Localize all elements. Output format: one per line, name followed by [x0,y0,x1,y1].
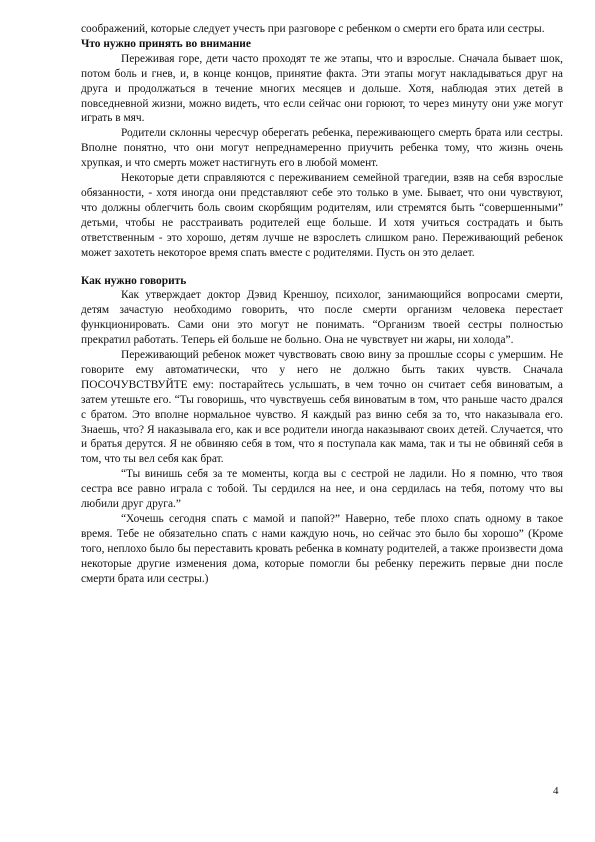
section-heading-considerations: Что нужно принять во внимание [81,37,251,50]
intro-fragment: соображений, которые следует учесть при разговоре с ребенком о смерти его брата или сестры. [81,23,545,35]
section-gap [81,261,563,274]
page-number: 4 [553,785,559,797]
paragraph: Некоторые дети справляются с переживанием семейной трагедии, взяв на себя взрослые обязанности, - хотя иногда они представляют себе это только в уме. Бывает, что они чувствуют, что должны облегчить боль своим скорбящим родителям, или стремятся быть “совершенными” детьми, чтобы не расстраивать родителей еще больше. И хотя учиться сострадать и быть ответственным - это хорошо, детям лучше не взрослеть слишком рано. Переживающий ребенок может захотеть некоторое время спать вместе с родителями. Пусть он это делает. [81,172,563,259]
section-heading-how-to-talk: Как нужно говорить [81,274,187,287]
paragraph: Переживающий ребенок может чувствовать свою вину за прошлые ссоры с умершим. Не говорите ему автоматически, что у него не должно быть таких чувств. Сначала ПОСОЧУВСТВУЙТЕ ему: постарайтесь услышать, в чем точно он считает себя виноватым, а затем утешьте его. “Ты говоришь, что чувствуешь себя виноватым в том, что раньше часто дрался с братом. Это вполне нормальное чувство. Я каждый раз виню себя за то, что наказывала его. Знаешь, что? Я наказывала его, как и все родители иногда наказывают своих детей. Случается, что и братья дерутся. Я не обвиняю себя в том, что я поступала как мама, так и ты не обвиняй себя в том, что ты вел себя как брат. [81,349,563,466]
page-body [81,22,563,587]
paragraph: Родители склонны чересчур оберегать ребенка, переживающего смерть брата или сестры. Вполне понятно, что они могут непреднамеренно приучить ребенка тому, что жизнь очень хрупкая, и что смерть может настигнуть его в любой момент. [81,127,563,170]
paragraph: “Ты винишь себя за те моменты, когда вы с сестрой не ладили. Но я помню, что твоя сестра все равно играла с тобой. Ты сердился на нее, и она сердилась на тебя, потому что вы любили друг друга.” [81,468,563,511]
paragraph: “Хочешь сегодня спать с мамой и папой?” Наверно, тебе плохо спать одному в такое время. Тебе не обязательно спать с нами каждую ночь, но сейчас это было бы хорошо” (Кроме того, неплохо было бы переставить кровать ребенка в комнату родителей, а также произвести дома некоторые другие изменения дома, которые помогли бы ребенку пережить первые дни после смерти брата или сестры.) [81,513,563,585]
paragraph: Переживая горе, дети часто проходят те же этапы, что и взрослые. Сначала бывает шок, потом боль и гнев, и, в конце концов, принятие факта. Эти этапы могут накладываться друг на друга и продолжаться в течение многих месяцев и дольше. Хотя, наблюдая этих детей в повседневной жизни, можно видеть, что если сейчас они горюют, то через минуту они уже могут играть в мяч. [81,52,563,125]
paragraph: Как утверждает доктор Дэвид Креншоу, психолог, занимающийся вопросами смерти, детям зачастую необходимо говорить, что после смерти организм человека перестает функционировать. Сами они это могут не понимать. “Организм твоей сестры полностью прекратил работать. Теперь ей больше не больно. Она не чувствует ни жары, ни холода”. [81,289,563,347]
